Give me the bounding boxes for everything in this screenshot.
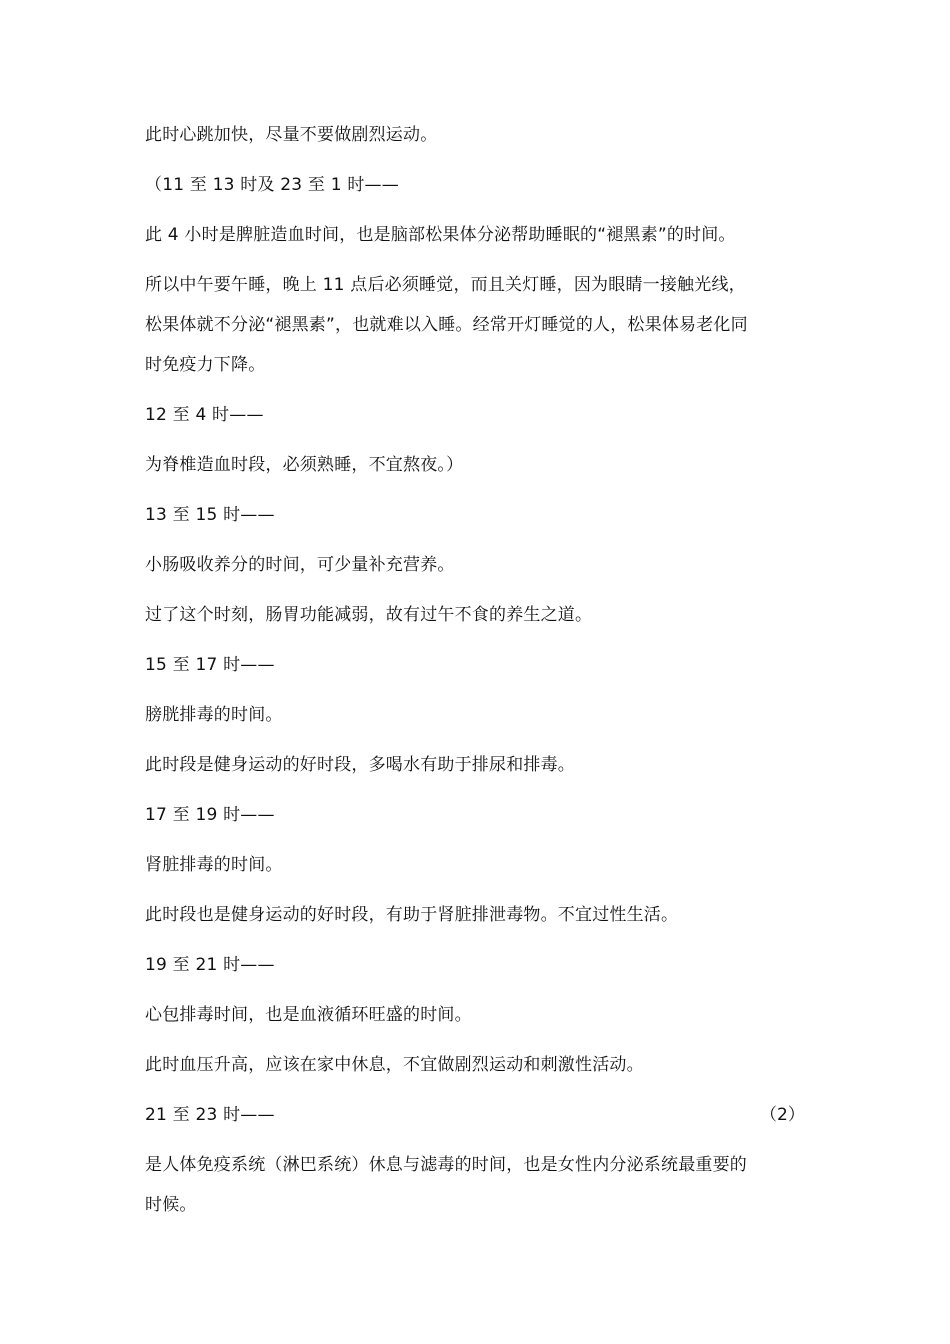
- text-line: 小肠吸收养分的时间，可少量补充营养。: [145, 555, 455, 575]
- text-line: 此 4 小时是脾脏造血时间，也是脑部松果体分泌帮助睡眠的“褪黑素”的时间。: [145, 225, 736, 245]
- text-line: 过了这个时刻，肠胃功能减弱，故有过午不食的养生之道。: [145, 605, 593, 625]
- time-heading: 13 至 15 时——: [145, 505, 275, 525]
- time-heading: 12 至 4 时——: [145, 405, 264, 425]
- time-heading: 17 至 19 时——: [145, 805, 275, 825]
- time-heading: 19 至 21 时——: [145, 955, 275, 975]
- text-line: 时免疫力下降。: [145, 355, 266, 375]
- text-line: 心包排毒时间，也是血液循环旺盛的时间。: [145, 1005, 472, 1025]
- time-heading: 15 至 17 时——: [145, 655, 275, 675]
- text-line: （11 至 13 时及 23 至 1 时——: [145, 175, 399, 195]
- time-heading: 21 至 23 时——: [145, 1105, 275, 1125]
- text-line: 时候。: [145, 1195, 197, 1215]
- page-number-marker: （2）: [760, 1105, 805, 1125]
- text-line: 所以中午要午睡，晚上 11 点后必须睡觉，而且关灯睡，因为眼睛一接触光线，: [145, 275, 746, 295]
- text-line: 此时段也是健身运动的好时段，有助于肾脏排泄毒物。不宜过性生活。: [145, 905, 679, 925]
- text-line: 此时血压升高，应该在家中休息，不宜做剧烈运动和刺激性活动。: [145, 1055, 644, 1075]
- text-line: 此时段是健身运动的好时段，多喝水有助于排尿和排毒。: [145, 755, 575, 775]
- text-line: 松果体就不分泌“褪黑素”，也就难以入睡。经常开灯睡觉的人，松果体易老化同: [145, 315, 748, 335]
- text-line: 为脊椎造血时段，必须熟睡，不宜熬夜。）: [145, 455, 464, 475]
- text-line: 肾脏排毒的时间。: [145, 855, 283, 875]
- text-line: 膀胱排毒的时间。: [145, 705, 283, 725]
- text-line: 此时心跳加快，尽量不要做剧烈运动。: [145, 125, 438, 145]
- text-line: 是人体免疫系统（淋巴系统）休息与滤毒的时间，也是女性内分泌系统最重要的: [145, 1155, 747, 1175]
